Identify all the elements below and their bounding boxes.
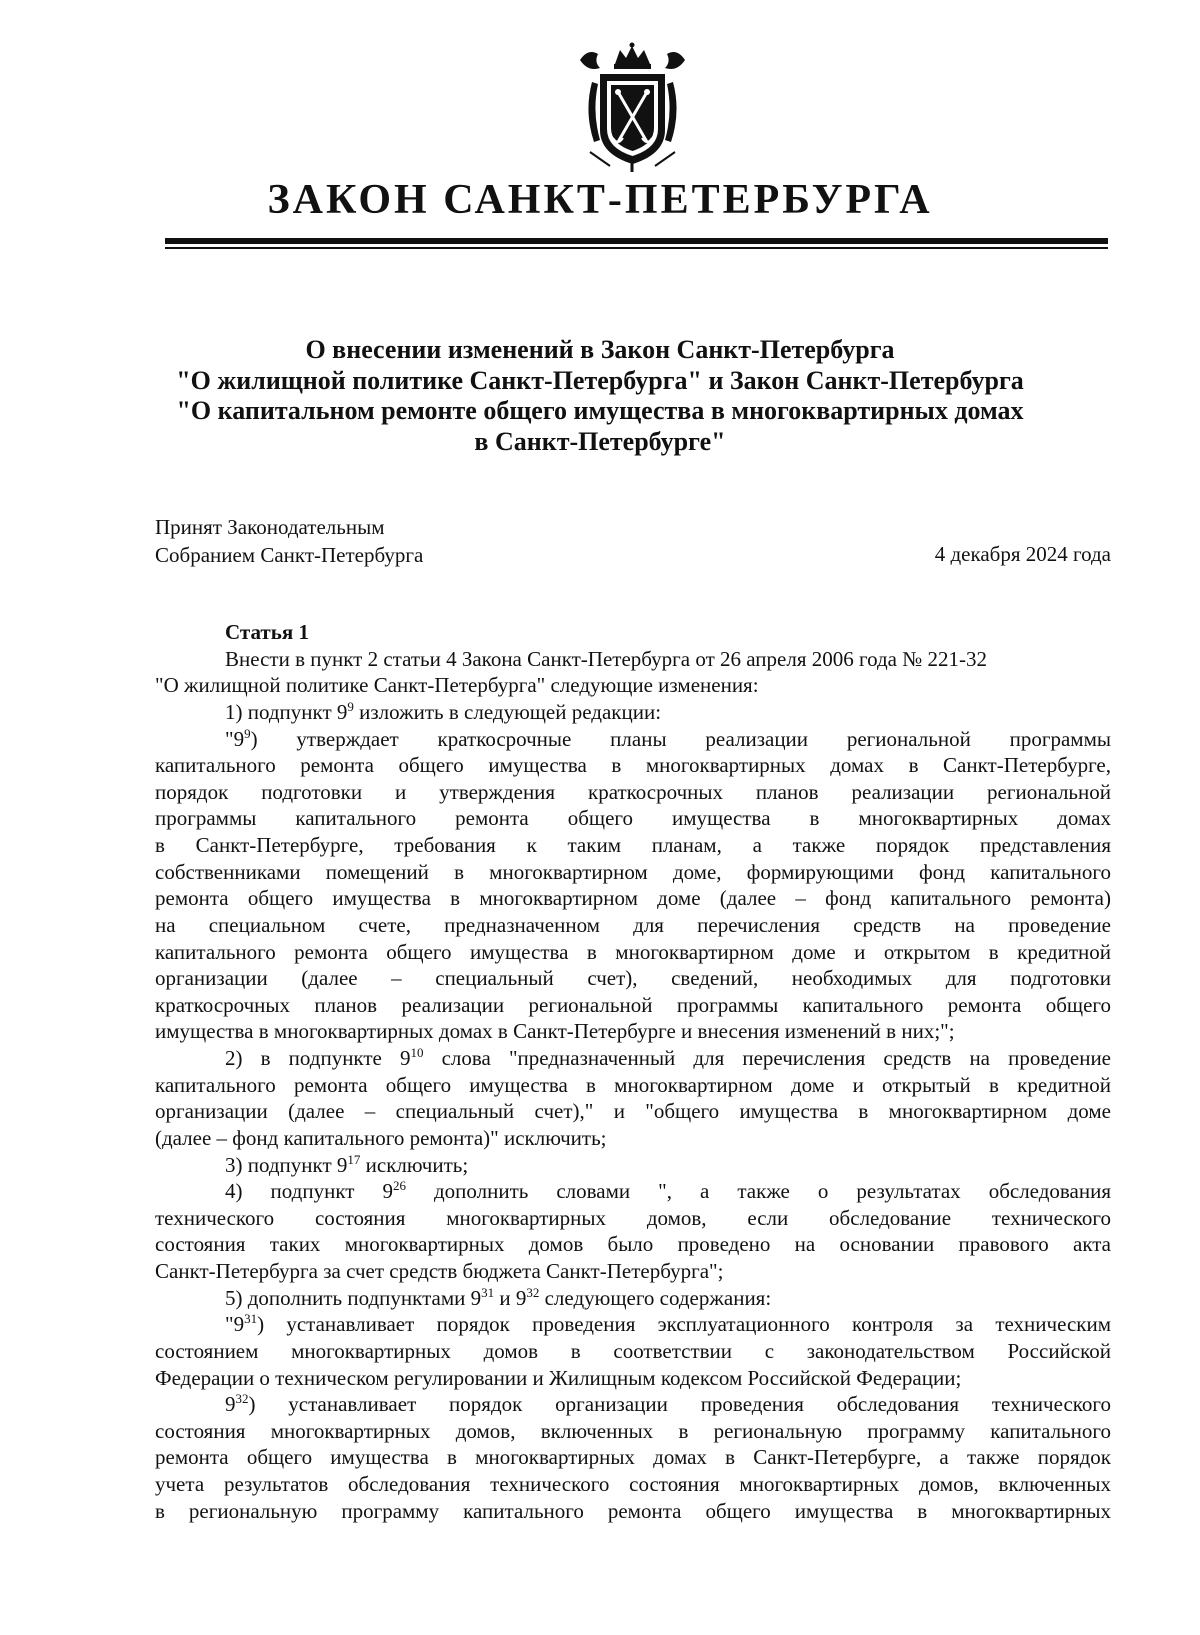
text-line: "$9^9$) утверждает краткосрочные планы реализации региональной программы [225, 725, 1111, 751]
text-line: учета результатов обследования технического состояния многоквартирных домов, включенных [155, 1472, 1111, 1496]
text-line: состоянием многоквартирных домов в соответствии с законодательством Российской [155, 1338, 1111, 1363]
adoption-line: Принят Законодательным [155, 515, 385, 539]
text-line: капитального ремонта общего имущества в многоквартирном доме и открытом в кредитной [155, 939, 1111, 964]
text-line: на специальном счете, предназначенном для перечисления средств на проведение [155, 912, 1111, 937]
text-line: состояния многоквартирных домов, включенных в региональную программу капитального [155, 1418, 1111, 1443]
article-body [155, 619, 1111, 1524]
text-line: в региональную программу капитального ремонта общего имущества в многоквартирных [155, 1498, 1111, 1523]
list-item: 5) дополнить подпунктами $9^{31}$ и $9^{32}$ следующего содержания: [225, 1284, 772, 1310]
adoption-date: 4 декабря 2024 года [934, 542, 1111, 566]
list-item: 1) подпункт $9^9$ изложить в следующей редакции: [225, 698, 662, 724]
text-line: капитального ремонта общего имущества в многоквартирном доме и открытый в кредитной [155, 1072, 1111, 1097]
text-line: технического состояния многоквартирных домов, если обследование технического [155, 1205, 1111, 1230]
text-line: капитального ремонта общего имущества в многоквартирных домах в Санкт-Петербурге, [155, 753, 1111, 778]
title-divider [165, 238, 1108, 244]
title-divider-thin [165, 247, 1108, 249]
subject-line: в Санкт-Петербурге" [474, 427, 726, 457]
text-line: "$9^{31}$) устанавливает порядок проведения эксплуатационного контроля за техническим [225, 1311, 1111, 1337]
adoption-note [155, 514, 423, 569]
text-line: организации (далее – специальный счет), сведений, необходимых для подготовки [155, 966, 1111, 991]
text-line: Санкт-Петербурга за счет средств бюджета Санкт-Петербурга"; [155, 1259, 724, 1283]
list-item: 2) в подпункте $9^{10}$ слова "предназначенный для перечисления средств на проведение [225, 1045, 1111, 1070]
text-line: имущества в многоквартирных домах в Санкт-Петербурге и внесения изменений в них;"; [155, 1019, 955, 1044]
text-line: краткосрочных планов реализации региональной программы капитального ремонта общего [155, 992, 1111, 1017]
text-line: ремонта общего имущества в многоквартирных домах в Санкт-Петербурге, а также порядок [155, 1445, 1111, 1470]
text-line: в Санкт-Петербурге, требования к таким планам, а также порядок представления [155, 833, 1111, 857]
law-subject-title [0, 335, 1200, 458]
coat-of-arms-icon [570, 42, 695, 177]
text-line: состояния таких многоквартирных домов было проведено на основании правового акта [155, 1232, 1111, 1257]
adoption-line: Собранием Санкт-Петербурга [155, 542, 424, 567]
text-line: собственниками помещений в многоквартирном доме, формирующими фонд капитального [155, 859, 1111, 884]
article-heading: Статья 1 [225, 620, 309, 644]
text-line: "О жилищной политике Санкт-Петербурга" следующие изменения: [155, 673, 759, 698]
subject-line: "О капитальном ремонте общего имущества в многоквартирных домах [176, 396, 1024, 426]
text-line: (далее – фонд капитального ремонта)" исключить; [155, 1125, 607, 1150]
list-item: 3) подпункт $9^{17}$ исключить; [225, 1151, 469, 1177]
text-line: программы капитального ремонта общего имущества в многоквартирных домах [155, 806, 1111, 831]
text-line: порядок подготовки и утверждения краткосрочных планов реализации региональной [155, 779, 1111, 804]
subject-line: О внесении изменений в Закон Санкт-Петербурга [305, 335, 895, 364]
text-line: организации (далее – специальный счет)," и "общего имущества в многоквартирном доме [155, 1099, 1111, 1124]
list-item: 4) подпункт $9^{26}$ дополнить словами ", а также о результатах обследования [225, 1178, 1111, 1204]
law-title: ЗАКОН САНКТ-ПЕТЕРБУРГА [267, 177, 933, 223]
subject-line: "О жилищной политике Санкт-Петербурга" и Закон Санкт-Петербурга [176, 365, 1024, 395]
text-line: ремонта общего имущества в многоквартирном доме (далее – фонд капитального ремонта) [155, 886, 1111, 911]
text-line: $9^{32}$) устанавливает порядок организации проведения обследования технического [225, 1391, 1111, 1417]
text-line: Федерации о техническом регулировании и Жилищным кодексом Российской Федерации; [155, 1365, 962, 1390]
text-line: Внести в пункт 2 статьи 4 Закона Санкт-Петербурга от 26 апреля 2006 года № 221-32 [225, 646, 988, 671]
